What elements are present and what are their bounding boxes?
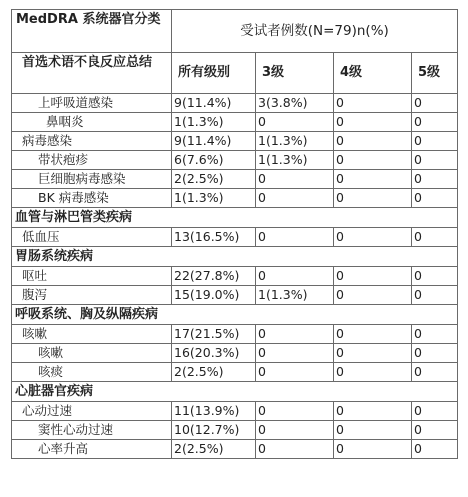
grade-value-cell: 0 (412, 440, 458, 459)
grade-value-cell: 0 (256, 402, 334, 421)
header-soc-class: MedDRA 系统器官分类 (12, 10, 172, 53)
grade-value-cell: 6(7.6%) (172, 151, 256, 170)
table-row (12, 132, 458, 151)
grade-value-cell: 0 (256, 189, 334, 208)
grade-value-cell: 0 (412, 267, 458, 286)
term-label: 腹泻 (12, 286, 172, 305)
header-grade-5: 5级 (412, 53, 458, 94)
grade-value-cell: 0 (256, 113, 334, 132)
adverse-events-table-container (11, 9, 458, 459)
grade-value-cell: 13(16.5%) (172, 228, 256, 247)
grade-value-cell: 0 (412, 363, 458, 382)
grade-value-cell: 0 (412, 402, 458, 421)
grade-value-cell: 0 (412, 325, 458, 344)
grade-value-cell: 2(2.5%) (172, 440, 256, 459)
adverse-events-table (11, 9, 458, 459)
grade-value-cell: 0 (412, 189, 458, 208)
header-grade-3: 3级 (256, 53, 334, 94)
grade-value-cell: 11(13.9%) (172, 402, 256, 421)
table-row (12, 170, 458, 189)
header-row-1 (12, 10, 458, 53)
grade-value-cell: 0 (412, 94, 458, 113)
section-row (12, 305, 458, 325)
table-row (12, 94, 458, 113)
grade-value-cell: 0 (412, 132, 458, 151)
term-label: 心动过速 (12, 402, 172, 421)
table-row (12, 402, 458, 421)
term-label: 窦性心动过速 (12, 421, 172, 440)
grade-value-cell: 10(12.7%) (172, 421, 256, 440)
header-subject-count: 受试者例数(N=79)n(%) (172, 10, 458, 53)
grade-value-cell: 0 (256, 440, 334, 459)
grade-value-cell: 0 (334, 228, 412, 247)
table-row (12, 267, 458, 286)
grade-value-cell: 0 (256, 170, 334, 189)
table-row (12, 113, 458, 132)
term-label: 带状疱疹 (12, 151, 172, 170)
grade-value-cell: 2(2.5%) (172, 170, 256, 189)
grade-value-cell: 0 (334, 421, 412, 440)
grade-value-cell: 0 (412, 151, 458, 170)
grade-value-cell: 0 (412, 421, 458, 440)
table-row (12, 286, 458, 305)
table-row (12, 363, 458, 382)
term-label: 上呼吸道感染 (12, 94, 172, 113)
grade-value-cell: 0 (256, 363, 334, 382)
table-row (12, 151, 458, 170)
table-row (12, 421, 458, 440)
section-label: 胃肠系统疾病 (12, 247, 458, 267)
section-row (12, 382, 458, 402)
term-label: 咳痰 (12, 363, 172, 382)
grade-value-cell: 16(20.3%) (172, 344, 256, 363)
term-label: 咳嗽 (12, 344, 172, 363)
grade-value-cell: 1(1.3%) (256, 132, 334, 151)
grade-value-cell: 0 (412, 286, 458, 305)
grade-value-cell: 0 (334, 344, 412, 363)
grade-value-cell: 0 (334, 402, 412, 421)
grade-value-cell: 9(11.4%) (172, 94, 256, 113)
grade-value-cell: 0 (334, 151, 412, 170)
grade-value-cell: 0 (256, 344, 334, 363)
term-label: 巨细胞病毒感染 (12, 170, 172, 189)
grade-value-cell: 0 (334, 286, 412, 305)
grade-value-cell: 1(1.3%) (256, 151, 334, 170)
grade-value-cell: 0 (256, 228, 334, 247)
table-row (12, 228, 458, 247)
term-label: 低血压 (12, 228, 172, 247)
grade-value-cell: 0 (334, 132, 412, 151)
header-grade-all: 所有级别 (172, 53, 256, 94)
grade-value-cell: 0 (412, 170, 458, 189)
grade-value-cell: 0 (256, 325, 334, 344)
header-row-2 (12, 53, 458, 94)
grade-value-cell: 0 (334, 170, 412, 189)
grade-value-cell: 1(1.3%) (172, 113, 256, 132)
grade-value-cell: 0 (334, 363, 412, 382)
term-label: 咳嗽 (12, 325, 172, 344)
table-row (12, 440, 458, 459)
grade-value-cell: 22(27.8%) (172, 267, 256, 286)
term-label: 呕吐 (12, 267, 172, 286)
section-label: 呼吸系统、胸及纵隔疾病 (12, 305, 458, 325)
grade-value-cell: 15(19.0%) (172, 286, 256, 305)
table-row (12, 325, 458, 344)
section-row (12, 247, 458, 267)
grade-value-cell: 0 (256, 267, 334, 286)
grade-value-cell: 0 (334, 94, 412, 113)
table-body (12, 10, 458, 459)
grade-value-cell: 9(11.4%) (172, 132, 256, 151)
table-row (12, 189, 458, 208)
grade-value-cell: 1(1.3%) (256, 286, 334, 305)
section-label: 心脏器官疾病 (12, 382, 458, 402)
header-preferred-term: 首选术语不良反应总结 (12, 53, 172, 94)
grade-value-cell: 0 (334, 189, 412, 208)
table-row (12, 344, 458, 363)
section-label: 血管与淋巴管类疾病 (12, 208, 458, 228)
term-label: 病毒感染 (12, 132, 172, 151)
grade-value-cell: 2(2.5%) (172, 363, 256, 382)
grade-value-cell: 1(1.3%) (172, 189, 256, 208)
term-label: BK 病毒感染 (12, 189, 172, 208)
grade-value-cell: 0 (334, 440, 412, 459)
grade-value-cell: 0 (334, 325, 412, 344)
grade-value-cell: 0 (412, 228, 458, 247)
grade-value-cell: 3(3.8%) (256, 94, 334, 113)
term-label: 鼻咽炎 (12, 113, 172, 132)
grade-value-cell: 17(21.5%) (172, 325, 256, 344)
grade-value-cell: 0 (334, 267, 412, 286)
grade-value-cell: 0 (412, 344, 458, 363)
grade-value-cell: 0 (412, 113, 458, 132)
grade-value-cell: 0 (256, 421, 334, 440)
header-grade-4: 4级 (334, 53, 412, 94)
grade-value-cell: 0 (334, 113, 412, 132)
term-label: 心率升高 (12, 440, 172, 459)
section-row (12, 208, 458, 228)
